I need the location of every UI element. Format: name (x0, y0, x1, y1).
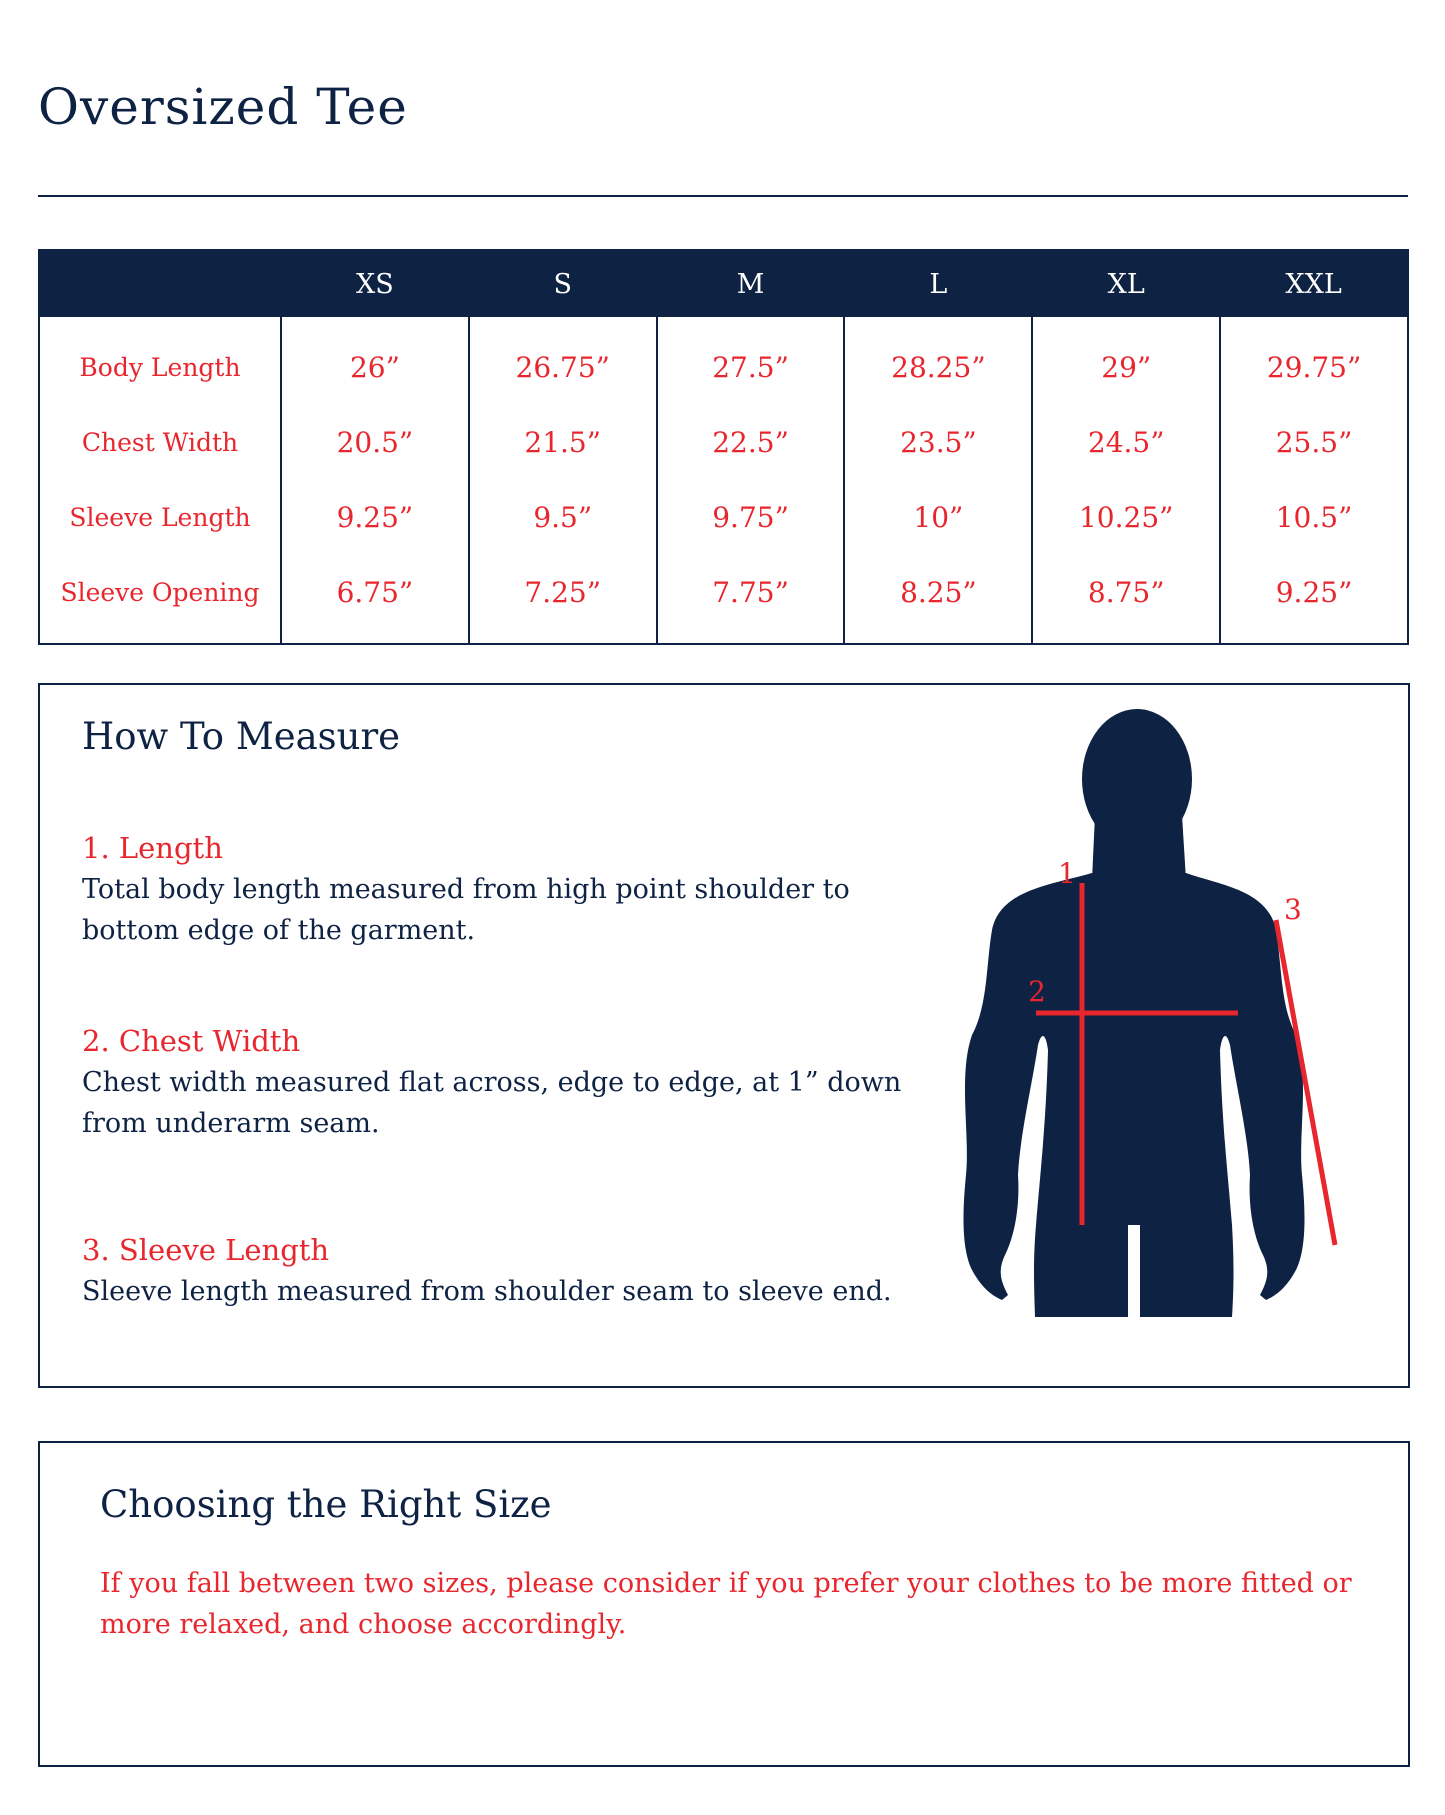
marker-3: 3 (1284, 893, 1302, 926)
measure-item-title: 2. Chest Width (82, 1024, 301, 1058)
header-empty-cell (39, 250, 281, 317)
size-header-l: L (929, 268, 948, 300)
size-header-row (39, 250, 1408, 317)
table-cell: 29” (1032, 317, 1220, 405)
table-cell: 10” (844, 480, 1032, 555)
row-label: Sleeve Opening (60, 578, 260, 607)
table-cell: 20.5” (281, 405, 469, 480)
table-cell: 21.5” (469, 405, 657, 480)
table-cell: 28.25” (844, 317, 1032, 405)
size-header-xs: XS (356, 268, 394, 300)
choosing-size-text: If you fall between two sizes, please consider if you prefer your clothes to be more fitted or more relaxed, and choose accordingly. (100, 1568, 1352, 1640)
measure-item-description: Chest width measured flat across, edge to edge, at 1” down from underarm seam. (82, 1067, 902, 1139)
table-row (39, 480, 1408, 555)
size-header-s: S (553, 268, 572, 300)
table-cell: 6.75” (281, 555, 469, 644)
page-title: Oversized Tee (38, 78, 408, 136)
body-silhouette-icon (960, 705, 1400, 1365)
table-cell: 27.5” (657, 317, 845, 405)
table-cell: 24.5” (1032, 405, 1220, 480)
marker-1: 1 (1058, 857, 1076, 890)
table-cell: 10.25” (1032, 480, 1220, 555)
table-cell: 9.5” (469, 480, 657, 555)
measure-item-title: 1. Length (82, 831, 223, 865)
measure-item-description: Total body length measured from high point shoulder to bottom edge of the garment. (82, 874, 850, 946)
table-cell: 8.75” (1032, 555, 1220, 644)
table-cell: 26.75” (469, 317, 657, 405)
table-cell: 23.5” (844, 405, 1032, 480)
table-cell: 7.25” (469, 555, 657, 644)
table-cell: 8.25” (844, 555, 1032, 644)
measure-item-sleeve-length (82, 1230, 912, 1312)
how-to-measure-heading: How To Measure (82, 715, 401, 758)
table-cell: 22.5” (657, 405, 845, 480)
table-row (39, 555, 1408, 644)
table-row (39, 317, 1408, 405)
row-label: Body Length (79, 353, 241, 382)
table-cell: 7.75” (657, 555, 845, 644)
table-row (39, 405, 1408, 480)
table-cell: 9.75” (657, 480, 845, 555)
how-to-measure-panel (38, 683, 1410, 1388)
table-cell: 29.75” (1220, 317, 1408, 405)
table-cell: 25.5” (1220, 405, 1408, 480)
size-header-xxl: XXL (1285, 268, 1342, 300)
row-label: Sleeve Length (69, 503, 251, 532)
table-cell: 10.5” (1220, 480, 1408, 555)
table-cell: 9.25” (1220, 555, 1408, 644)
table-cell: 26” (281, 317, 469, 405)
table-cell: 9.25” (281, 480, 469, 555)
measure-item-length (82, 828, 912, 951)
choosing-size-panel (38, 1441, 1410, 1767)
row-label: Chest Width (81, 428, 239, 457)
measure-item-description: Sleeve length measured from shoulder seam to sleeve end. (82, 1276, 892, 1307)
measure-item-title: 3. Sleeve Length (82, 1233, 330, 1267)
measure-item-chest-width (82, 1021, 912, 1144)
choosing-size-heading: Choosing the Right Size (100, 1483, 552, 1526)
size-chart-table (38, 249, 1409, 645)
size-header-xl: XL (1107, 268, 1145, 300)
title-divider (38, 195, 1408, 197)
size-header-m: M (736, 268, 765, 300)
marker-2: 2 (1028, 975, 1046, 1008)
